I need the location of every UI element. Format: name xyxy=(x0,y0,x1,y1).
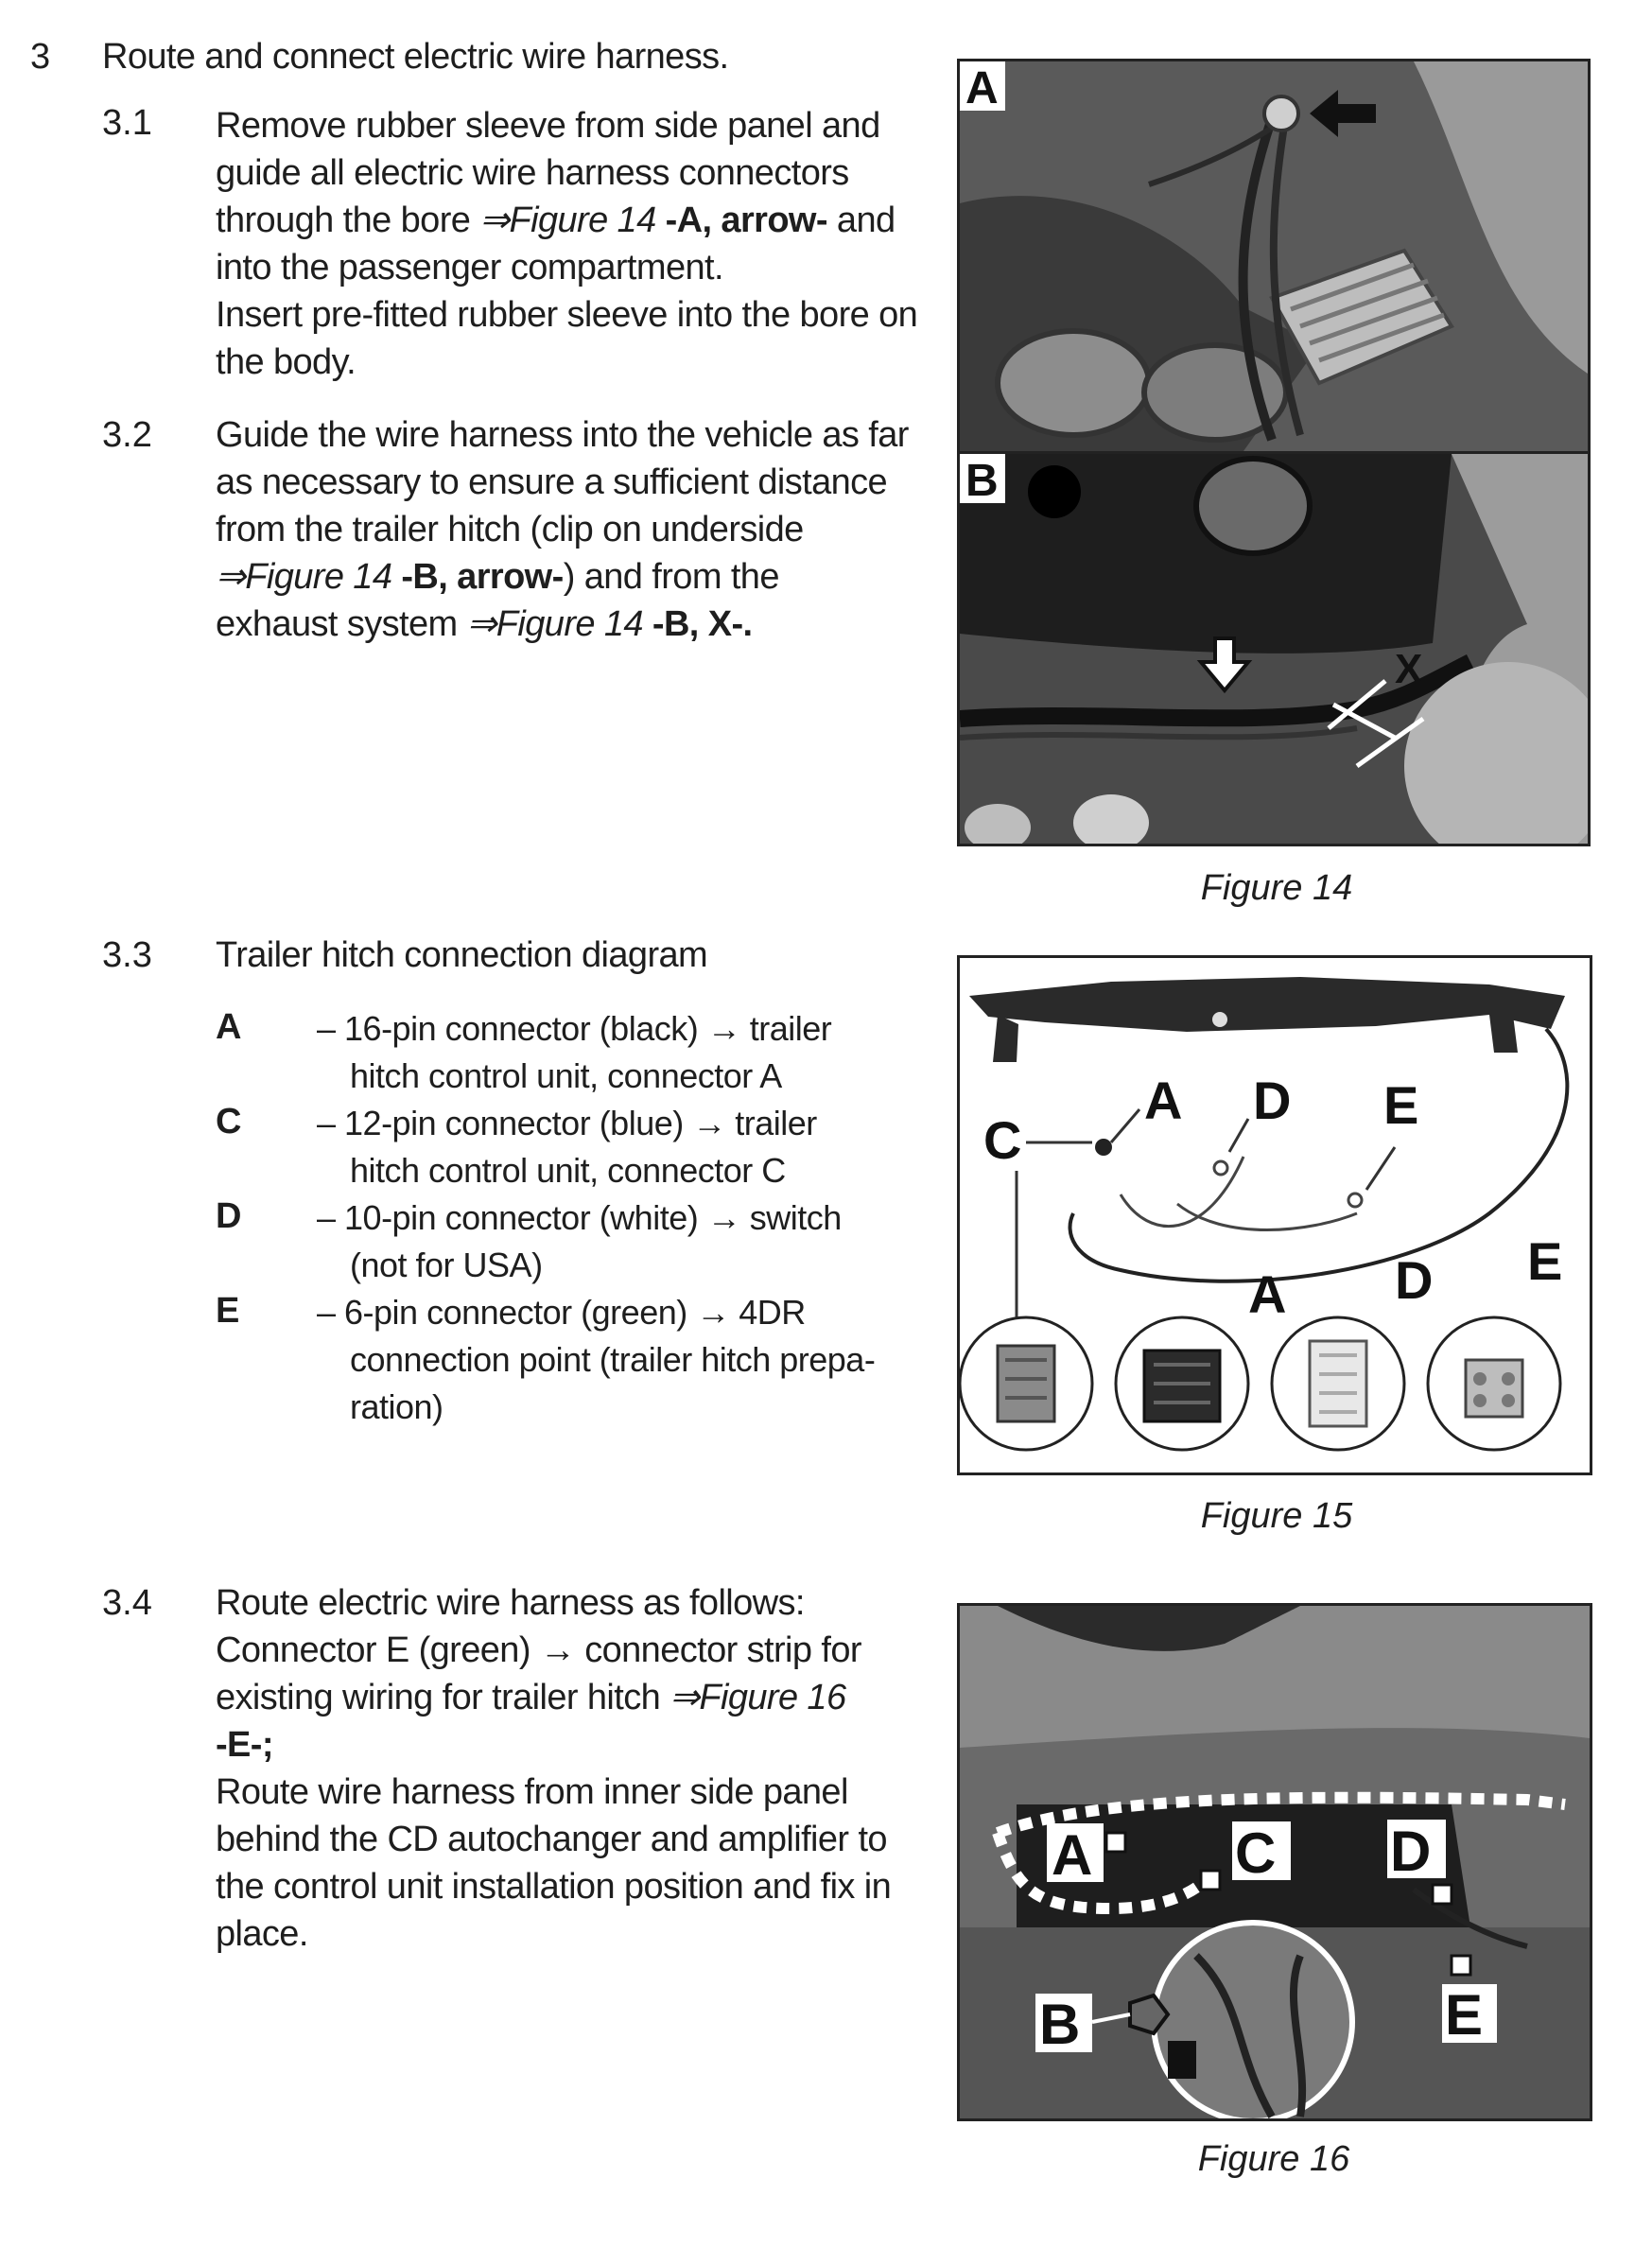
legend-line: hitch control unit, connector C xyxy=(350,1151,786,1190)
step-line: Remove rubber sleeve from side panel and xyxy=(216,106,880,146)
section-title: Route and connect electric wire harness. xyxy=(102,37,729,77)
legend-line: – 10-pin connector (white) → switch xyxy=(317,1198,842,1237)
legend-key: E xyxy=(216,1291,240,1331)
detail-label-e: E xyxy=(1527,1231,1563,1291)
step-3-3-number: 3.3 xyxy=(102,935,152,975)
figure-link[interactable]: ⇒Figure 16 xyxy=(669,1678,846,1717)
connector-diagram xyxy=(960,958,1590,1473)
step-3-2-number: 3.2 xyxy=(102,415,152,455)
label-b: B xyxy=(1039,1993,1081,2056)
figure-link[interactable]: ⇒Figure 14 xyxy=(479,200,656,240)
legend-line: (not for USA) xyxy=(350,1246,543,1284)
step-line: into the passenger compartment. xyxy=(216,248,723,288)
text: and xyxy=(826,200,896,240)
label-a: A xyxy=(1052,1823,1093,1887)
step-3-1-number: 3.1 xyxy=(102,103,152,143)
ref-label: -B, arrow- xyxy=(391,557,564,597)
step-line xyxy=(216,197,896,244)
label-c: C xyxy=(1235,1821,1277,1885)
legend-line: – 6-pin connector (green) → 4DR xyxy=(317,1293,806,1332)
figure-16-caption: Figure 16 xyxy=(1197,2139,1350,2179)
label-d: D xyxy=(1253,1071,1292,1130)
legend-line: connection point (trailer hitch prepa- xyxy=(350,1340,876,1379)
photo-harness-routing xyxy=(960,1606,1590,2118)
figure-15 xyxy=(957,955,1592,1475)
step-line: from the trailer hitch (clip on underside xyxy=(216,510,804,549)
photo-trailer-hitch xyxy=(960,454,1588,844)
label-c: C xyxy=(983,1110,1022,1170)
legend-key: D xyxy=(216,1196,242,1236)
detail-label-a: A xyxy=(1248,1264,1287,1324)
photo-wheel-well xyxy=(960,61,1588,451)
figure-14-panel-b xyxy=(957,451,1591,846)
label-e: E xyxy=(1445,1983,1484,2047)
figure-link[interactable]: ⇒Figure 14 xyxy=(466,604,643,644)
step-line: -E-; xyxy=(216,1725,273,1765)
step-line: Insert pre-fitted rubber sleeve into the bore on xyxy=(216,295,918,335)
legend-key: A xyxy=(216,1007,242,1047)
step-line xyxy=(216,1674,846,1721)
figure-14-panel-a xyxy=(957,59,1591,454)
step-line: Route wire harness from inner side panel xyxy=(216,1772,848,1812)
text: exhaust system xyxy=(216,604,467,644)
step-line: behind the CD autochanger and amplifier to xyxy=(216,1820,887,1859)
figure-14-caption: Figure 14 xyxy=(1200,868,1353,908)
legend-line: – 12-pin connector (blue) → trailer xyxy=(317,1104,817,1142)
label-e: E xyxy=(1383,1075,1419,1135)
text: ) and from the xyxy=(563,557,779,597)
step-line: Guide the wire harness into the vehicle as far xyxy=(216,415,909,455)
panel-label: A xyxy=(965,63,999,113)
figure-16 xyxy=(957,1603,1592,2121)
step-line: Route electric wire harness as follows: xyxy=(216,1583,805,1623)
legend-line: hitch control unit, connector A xyxy=(350,1056,782,1095)
ref-label: -A, arrow- xyxy=(655,200,827,240)
step-line: as necessary to ensure a sufficient distance xyxy=(216,462,888,502)
detail-label-d: D xyxy=(1395,1250,1434,1310)
step-3-4-number: 3.4 xyxy=(102,1583,152,1623)
step-line xyxy=(216,601,752,648)
panel-label: B xyxy=(965,456,999,506)
dimension-x-label: X xyxy=(1395,646,1423,692)
label-d: D xyxy=(1390,1820,1432,1883)
step-line: Connector E (green) → connector strip for xyxy=(216,1630,861,1670)
step-line xyxy=(216,553,779,601)
figure-15-caption: Figure 15 xyxy=(1200,1496,1353,1536)
step-line: the body. xyxy=(216,342,356,382)
legend-line: ration) xyxy=(350,1387,443,1426)
figure-link[interactable]: ⇒Figure 14 xyxy=(216,557,392,597)
step-line: place. xyxy=(216,1914,308,1954)
step-3-3-title: Trailer hitch connection diagram xyxy=(216,935,708,975)
step-line: guide all electric wire harness connectors xyxy=(216,153,849,193)
step-line: the control unit installation position and fix in xyxy=(216,1867,892,1907)
ref-label: -B, X-. xyxy=(642,604,753,644)
legend-line: – 16-pin connector (black) → trailer xyxy=(317,1009,832,1048)
section-number: 3 xyxy=(30,37,51,77)
text: through the bore xyxy=(216,200,480,240)
text: existing wiring for trailer hitch xyxy=(216,1678,670,1717)
legend-key: C xyxy=(216,1102,242,1141)
label-a: A xyxy=(1144,1071,1183,1130)
